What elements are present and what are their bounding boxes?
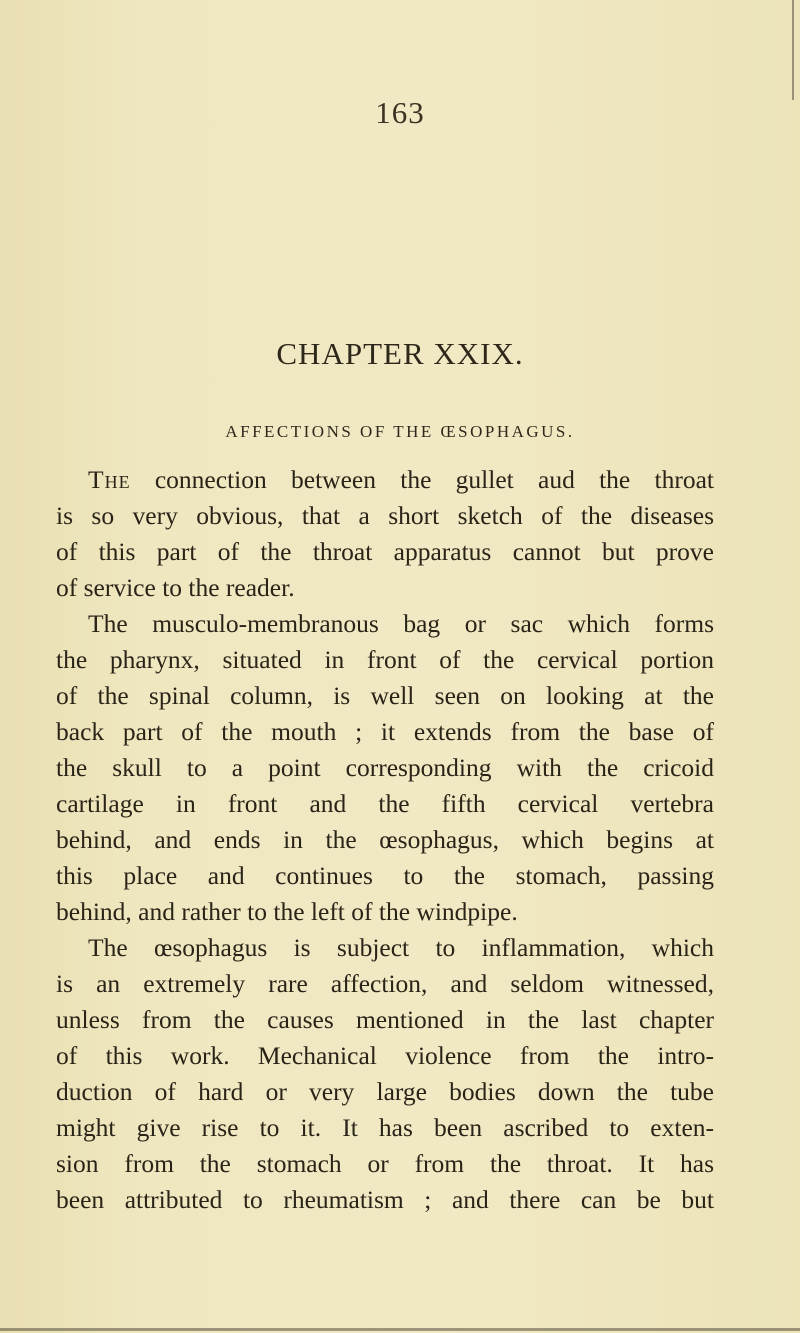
text-line [88, 462, 714, 498]
text-line-content: connection between the gullet aud the throat [154, 465, 714, 494]
text-line: might give rise to it. It has been ascribed to exten- [56, 1113, 714, 1142]
text-line: back part of the mouth ; it extends from the base of [56, 717, 714, 746]
text-line: sion from the stomach or from the throat. It has [56, 1149, 714, 1178]
page-edge-shadow [792, 0, 794, 100]
chapter-heading: CHAPTER XXIX. [276, 336, 524, 371]
text-line: of this work. Mechanical violence from the intro- [56, 1041, 714, 1070]
text-line: duction of hard or very large bodies down the tube [56, 1077, 714, 1106]
text-line: been attributed to rheumatism ; and there can be but [56, 1185, 714, 1214]
page-bottom-edge [0, 1328, 800, 1331]
text-line: is an extremely rare affection, and seldom witnessed, [56, 969, 714, 998]
text-line: the skull to a point corresponding with the cricoid [56, 753, 714, 782]
text-line: The œsophagus is subject to inflammation, which [88, 933, 714, 962]
opening-word: The [88, 465, 131, 494]
text-line: behind, and ends in the œsophagus, which begins at [56, 825, 714, 854]
text-line: of the spinal column, is well seen on looking at the [56, 681, 714, 710]
text-line: behind, and rather to the left of the windpipe. [56, 897, 518, 926]
text-line: The musculo-membranous bag or sac which forms [88, 609, 714, 638]
chapter-subtitle: AFFECTIONS OF THE ŒSOPHAGUS. [225, 422, 575, 441]
text-line: cartilage in front and the fifth cervical vertebra [56, 789, 714, 818]
text-line: unless from the causes mentioned in the last chapter [56, 1005, 714, 1034]
text-line: of service to the reader. [56, 573, 295, 602]
page-number: 163 [375, 95, 425, 130]
text-line: the pharynx, situated in front of the cervical portion [56, 645, 714, 674]
text-line: is so very obvious, that a short sketch of the diseases [56, 501, 714, 530]
text-line: this place and continues to the stomach, passing [56, 861, 714, 890]
text-line: of this part of the throat apparatus cannot but prove [56, 537, 714, 566]
